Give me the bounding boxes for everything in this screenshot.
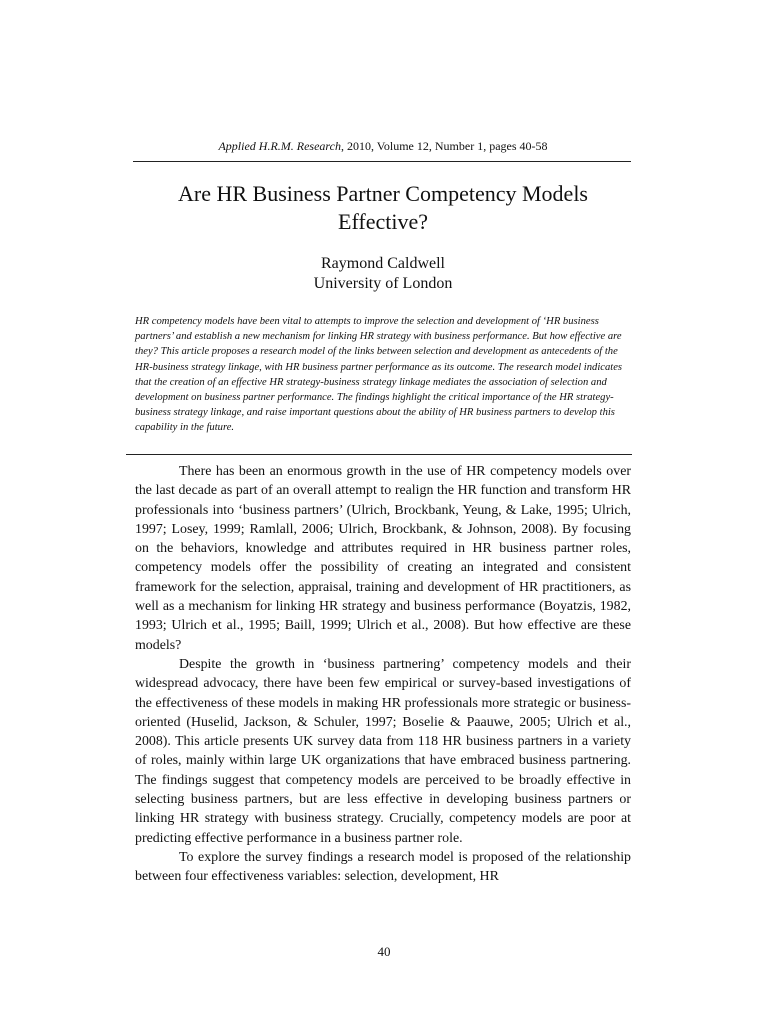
page-number: 40 [377,944,391,959]
author-affiliation: University of London [313,275,453,292]
paper-title: Are HR Business Partner Competency Models Effective? [178,181,588,234]
citation-details: , 2010, Volume 12, Number 1, pages 40-58 [340,139,548,153]
top-divider [133,161,631,162]
body-paragraph: Despite the growth in ‘business partnering’ competency models and their widespread advocacy, there have been few empirical or survey-based investigations of the effectiveness of these models in making HR professionals more strategic or business-oriented (Huselid, Jackson, & Schuler, 1997; Boselie & Paauwe, 2005; Ulrich et al., 2008). This article presents UK survey data from 118 HR business partners in a variety of roles, mainly within large UK organizations that have embraced business partnering. The findings suggest that competency models are perceived to be broadly effective in selecting business partners, but are less effective in developing business partners or linking HR strategy with business strategy. Crucially, competency models are poor at predicting effective performance in a business partner role. [135,656,631,846]
body-paragraph: To explore the survey findings a research model is proposed of the relationship between four effectiveness variables: selection, development, HR [135,849,631,885]
abstract-divider [126,454,632,455]
abstract: HR competency models have been vital to attempts to improve the selection and development of ‘HR business partners’ and establish a new mechanism for linking HR strategy with business performance. But how effective are they? This article proposes a research model of the links between selection and development as antecedents of the HR-business strategy linkage, with HR business partner performance as its outcome. The research model indicates that the creation of an effective HR strategy-business strategy linkage mediates the association of selection and development on business partner performance. The findings highlight the critical importance of the HR strategy-business strategy linkage, and raise important questions about the ability of HR business partners to develop this capability in the future. [135,316,623,434]
journal-citation [133,138,633,154]
body-paragraph: There has been an enormous growth in the use of HR competency models over the last decade as part of an overall attempt to realign the HR function and transform HR professionals into ‘business partners’ (Ulrich, Brockbank, Yeung, & Lake, 1995; Ulrich, 1997; Losey, 1999; Ramlall, 2006; Ulrich, Brockbank, & Johnson, 2008). By focusing on the behaviors, knowledge and attributes required in HR business partner roles, competency models offer the possibility of creating an integrated and consistent framework for the selection, appraisal, training and development of HR practitioners, as well as a mechanism for linking HR strategy and business performance (Boyatzis, 1982, 1993; Ulrich et al., 1995; Baill, 1999; Ulrich et al., 2008). But how effective are these models? [135,464,631,653]
author-name: Raymond Caldwell [321,255,445,272]
journal-name: Applied H.R.M. Research [218,139,341,153]
body-text [135,462,631,887]
